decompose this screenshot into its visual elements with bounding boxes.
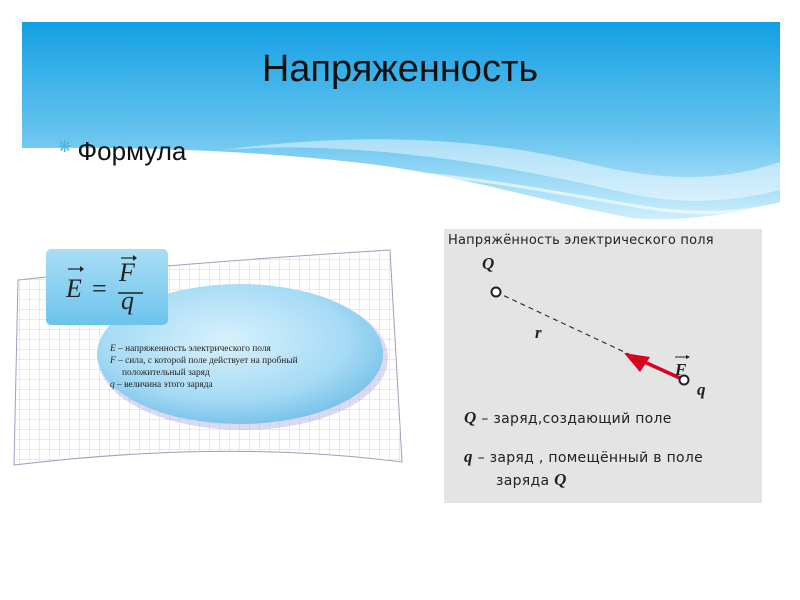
label-Q: Q — [482, 254, 495, 273]
bullet-text: Формула — [77, 136, 187, 166]
formula-legend — [110, 343, 370, 391]
formula-equals: = — [92, 274, 107, 303]
slide-title: Напряженность — [261, 48, 539, 90]
legend-E-symbol: E — [110, 344, 116, 354]
description-Q: Q – заряд,создающий поле — [464, 408, 672, 427]
description-q: q – заряд , помещённый в поле — [464, 447, 704, 466]
label-F: F — [675, 360, 687, 379]
formula-E: E — [66, 274, 82, 303]
formula-F: F — [119, 258, 135, 287]
legend-line-1: – напряженность электрического поля — [115, 344, 271, 354]
legend-F-symbol: F — [110, 356, 116, 366]
legend-line-3: положительный заряд — [122, 368, 210, 378]
formula-box — [46, 249, 168, 325]
label-q: q — [697, 380, 706, 399]
formula-q: q — [121, 286, 134, 315]
diagram-title: Напряжённость электрического поля — [448, 233, 714, 248]
legend-q-symbol: q — [110, 380, 115, 390]
legend-line-2: – сила, с которой поле действует на пробный — [115, 356, 298, 366]
charge-Q-dot — [492, 288, 501, 297]
description-q-continuation: заряда Q — [496, 470, 567, 489]
label-r: r — [535, 323, 542, 342]
legend-line-4: – величина этого заряда — [114, 380, 213, 390]
bullet-star-icon: ❋ — [58, 139, 72, 156]
bullet-item — [58, 136, 186, 167]
force-arrow-head — [624, 353, 650, 372]
